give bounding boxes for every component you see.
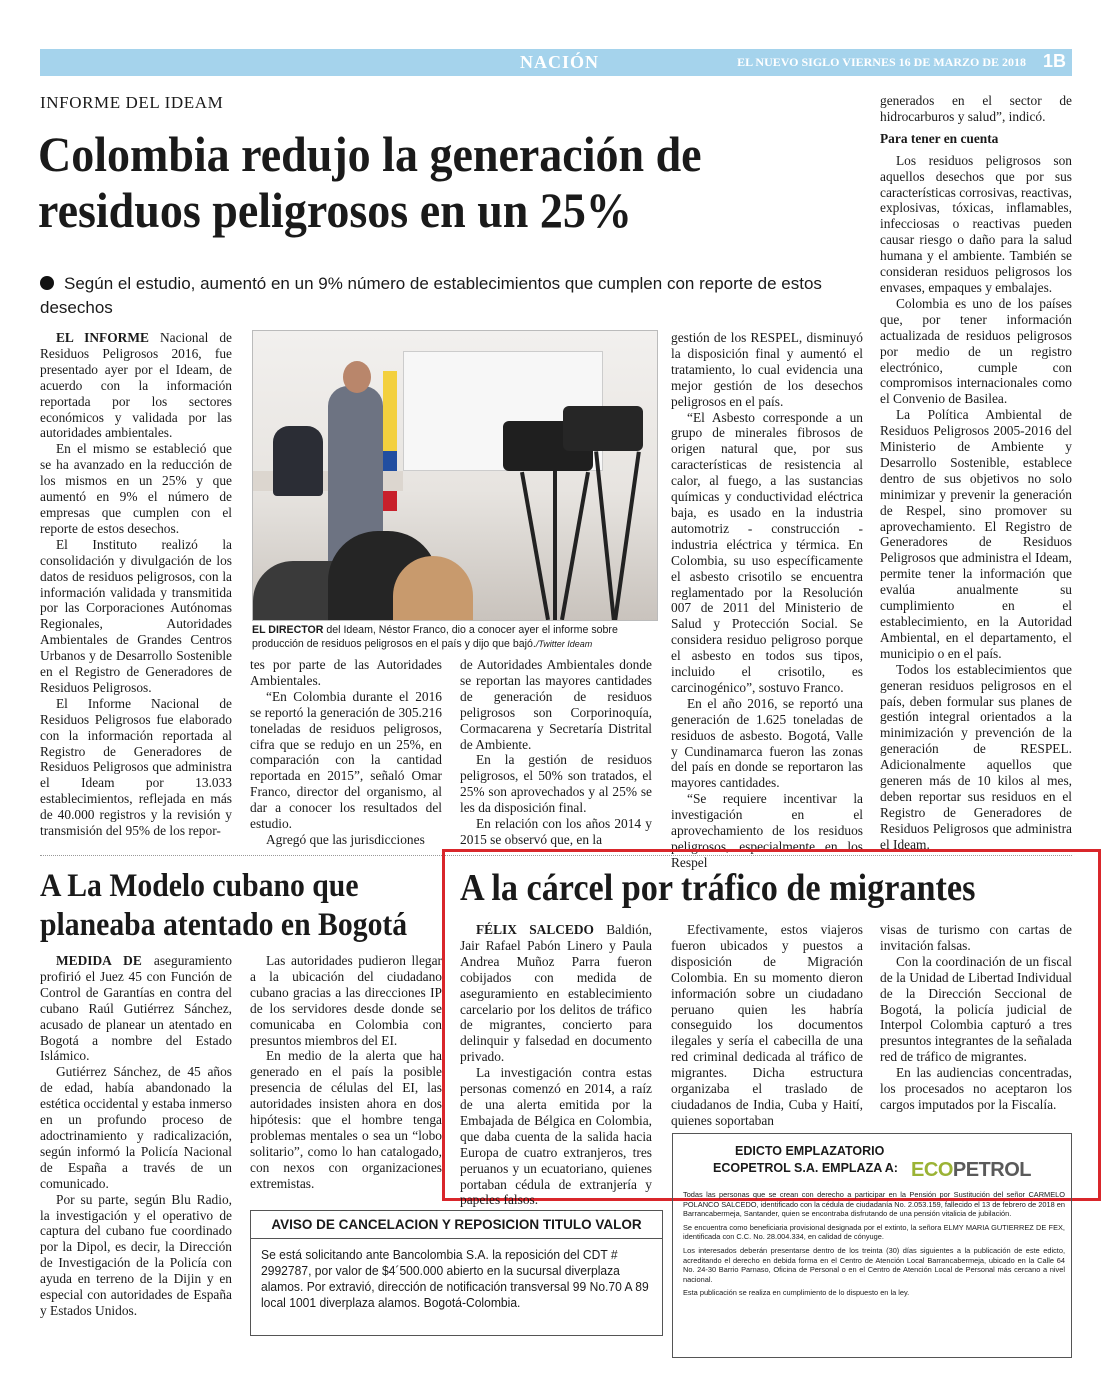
bullet-icon [40,276,54,290]
page-number: 1B [1042,51,1066,71]
modelo-headline: A La Modelo cubano que planeaba atentado en Bogotá [40,868,408,943]
ecopetrol-logo: ECOPETROL [911,1159,1031,1181]
main-column-2: tes por parte de las Autoridades Ambientales. “En Colombia durante el 2016 se reportó la generación de 305.216 toneladas de residuos peligrosos, cifra que se redujo en un 25%, en comparación con la cantidad reportada en 2015”, señaló Omar Franco, director del organismo, al dar a conocer los resultados del estudio. Agregó que las jurisdicciones [250,657,442,847]
main-headline: Colombia redujo la generación de residuos peligrosos en un 25% [38,126,702,238]
section-header-bar [40,49,1072,76]
modelo-column-1: MEDIDA DE aseguramiento profirió el Juez 45 con Función de Control de Garantías en contra del cubano Raúl Gutiérrez Sánchez, acusado de planear un atentado en Bogotá a nombre del Estado Islámico. Gutiérrez Sánchez, de 45 años de edad, había abandonado la estética occidental y estaba inmerso en un profundo proceso de adoctrinamiento y radicalización, según informó la Policía Nacional de España a través de un comunicado. Por su parte, según Blu Radio, la investigación y el operativo de captura del cubano fue coordinado por la Dipol, es decir, la Dirección de Investigación de la Policía con ayuda en terreno de la Dijin y en especial con autoridades de España y Estados Unidos. [40,953,232,1318]
migrantes-column-1: FÉLIX SALCEDO Baldión, Jair Rafael Pabón Linero y Paula Andrea Muñoz Parra fueron cobijados con medida de aseguramiento en establecimiento carcelario por los delitos de tráfico de migrantes, concierto para delinquir y falsedad en documento privado. La investigación contra estas personas comenzó en 2014, a raíz de una alerta emitida por la Embajada de Bélgica en Colombia, que daba cuenta de la salida hacia Europa de cuatro extranjeros, tres peruanos y un ecuatoriano, quienes portaban cédula de extranjería y papeles falsos. [460,922,652,1208]
aviso-body: Se está solicitando ante Bancolombia S.A. la reposición del CDT # 2992787, por valor de $4´500.000 abierto en la sucursal diverplaza alamos. Por extravió, dirección de notificación transversal 99 No.70 A 89 local 1001 diverplaza alamos. Bogotá-Colombia. [261,1247,649,1310]
aviso-title: AVISO DE CANCELACION Y REPOSICION TITULO VALOR [271,1217,642,1232]
migrantes-column-3: visas de turismo con cartas de invitación falsas. Con la coordinación de un fiscal de la Unidad de Libertad Individual de la Dirección Seccional de Bogotá, la policía judicial de Interpol Colombia capturó a tres presuntos integrantes de la señalada red de tráfico de migrantes. En las audiencias concentradas, los procesados no aceptaron los cargos imputados por la Fiscalía. [880,922,1072,1112]
edicto-body: Todas las personas que se crean con derecho a participar en la Pensión por Sustitución del señor CARMELO POLANCO SALCEDO, identificado con la cédula de ciudadanía No. 2.053.159, fallecido el 13 de febrero de 2018 en Barrancabermeja, Santander, quien se encontraba disfrutando de una pensión vitalicia de jubilación. Se encuentra como beneficiaria provisional designada por el extinto, la señora ELMY MARIA GUTIERREZ DE FEX, identificada con C.C. No. 28.004.334, en calidad de cónyuge. Los interesados deberán presentarse dentro de los treinta (30) días siguientes a la publicación de este edicto, acreditando el derecho en debida forma en el Centro de Atención Local Barrancabermeja, ubicado en la Calle 64 No. 24-30 Barrio Parnaso, Oficina de Personal o en el Centro de Atención Local de Personal más cercano a nivel nacional. Esta publicación se realiza en cumplimiento de lo dispuesto en la ley. [683,1190,1065,1298]
aviso-ad [250,1210,663,1336]
main-photo [252,330,658,621]
main-column-3: de Autoridades Ambientales donde se reportan las mayores cantidades de generación de residuos peligrosos son Corporinoquía, Cormacarena y Secretaría Distrital de Ambiente. En la gestión de residuos peligrosos, el 50% son tratados, el 25% son aprovechados y al 25% se les da disposición final. En relación con los años 2014 y 2015 se observó que, en la [460,657,652,847]
migrantes-column-2: Efectivamente, estos viajeros fueron ubicados y puestos a disposición de Migración Colombia. En su momento dieron información sobre un ciudadano peruano quien les habría conseguido los documentos ilegales y sería el cabecilla de una red criminal dedicada al tráfico de migrantes. Dicha estructura organizaba el traslado de ciudadanos de India, Cuba y Haití, quienes soportaban [671,922,863,1128]
main-column-4: gestión de los RESPEL, disminuyó la disposición final y aumentó el tratamiento, lo cual evidencia una mejor gestión de los desechos peligrosos en el país. “El Asbesto corresponde a un grupo de minerales fibrosos de origen natural que, por sus características de resistencia al calor, al fuego, a las sustancias químicas y conductividad eléctrica baja, es usado en la industria automotriz - construcción - industria eléctrica y térmica. En Colombia, su uso específicamente el asbesto crisotilo se encuentra reglamentado por la Resolución 007 de 2011 del Ministerio de Salud y Protección Social. Se considera residuo peligroso porque el asbesto en todos sus tipos, incluido el crisotilo, es carcinogénico”, sostuvo Franco. En el año 2016, se reportó una generación de 1.625 toneladas de residuos de asbesto. Bogotá, Valle y Cundinamarca fueron las zonas del país en donde se reportaron las mayores cantidades. “Se requiere incentivar la investigación en el aprovechamiento de los residuos peligrosos, especialmente en los Respel [671,330,863,870]
kicker: INFORME DEL IDEAM [40,93,224,112]
main-column-1: EL INFORME Nacional de Residuos Peligrosos 2016, fue presentado ayer por el Ideam, de acuerdo con la información reportada por los sectores económicos y validada por las autoridades ambientales. En el mismo se estableció que se ha avanzado en la reducción de los mismos en un 25% y que aumentó en 9% el número de empresas que cumplen con el reporte de estos desechos. El Instituto realizó la consolidación y divulgación de los datos de residuos peligrosos, con la información validada y transmitida por las Corporaciones Autónomas Regionales, Autoridades Ambientales de Grandes Centros Urbanos y de Desarrollo Sostenible en el Registro de Generadores de Residuos Peligrosos. El Informe Nacional de Residuos Peligrosos fue elaborado con la información reportada al Registro de Generadores de Residuos Peligrosos que administra el Ideam por 13.033 establecimientos, reflejada en más de 40.000 registros y la revisión y transmisión del 95% de los repor- [40,330,232,839]
migrantes-headline: A la cárcel por tráfico de migrantes [460,867,976,909]
edicto-subtitle: ECOPETROL S.A. EMPLAZA A: [713,1161,898,1175]
modelo-column-2: Las autoridades pudieron llegar a la ubicación del ciudadano cubano gracias a las direcciones IP de los servidores desde donde se comunicaba en Colombia con presuntos miembros del EI. En medio de la alerta que ha generado en el país la posible presencia de células del EI, las autoridades insisten ahora en dos hipótesis: que el hombre tenga problemas mentales o sea un “lobo solitario”, como lo han catalogado, con nexos con organizaciones extremistas. [250,953,442,1191]
subheadline: Según el estudio, aumentó en un 9% número de establecimientos que cumplen con reporte de estos desechos [40,274,822,317]
dateline: EL NUEVO SIGLO VIERNES 16 DE MARZO DE 2018 [737,55,1026,69]
main-column-5: generados en el sector de hidrocarburos y salud”, indicó. Para tener en cuenta Los residuos peligrosos son aquellos desechos que por sus características corrosivas, reactivas, explosivas, tóxicas, inflamables, infecciosas o reactivas pueden causar riesgo o daño para la salud humana y el ambiente. También se consideran residuos peligrosos los envases, empaques y embalajes. Colombia es uno de los países que, por tener información actualizada de residuos peligrosos por medio de un registro electrónico, cumple con compromisos internacionales como el Convenio de Basilea. La Política Ambiental de Residuos Peligrosos 2005-2016 del Ministerio de Ambiente y Desarrollo Sostenible, establece dentro de sus objetivos no solo minimizar y prevenir la generación de Respel, sino promover su aprovechamiento. El Registro de Generadores de Residuos Peligrosos que administra el Ideam, permite tener la información que evalúa anualmente su cumplimiento en el establecimiento, en la Autoridad Ambiental, en el departamento, el municipio o en el país. Todos los establecimientos que generan residuos peligrosos en el país, deben formular sus planes de gestión integral orientados a la minimización y prevención de la generación de RESPEL. Adicionalmente aquellos que generen más de 10 kilos al mes, deben reportar sus residuos en el Registro de Generadores de Residuos Peligrosos que administra el Ideam. [880,93,1072,852]
photo-caption: EL DIRECTOR del Ideam, Néstor Franco, dio a conocer ayer el informe sobre producción de residuos peligrosos en el país y dijo que bajó./Twitter Ideam [252,624,618,650]
edicto-ad [672,1133,1072,1358]
edicto-title: EDICTO EMPLAZATORIO [735,1144,885,1158]
section-subtitle: Para tener en cuenta [880,130,999,146]
section-label: NACIÓN [520,52,600,72]
